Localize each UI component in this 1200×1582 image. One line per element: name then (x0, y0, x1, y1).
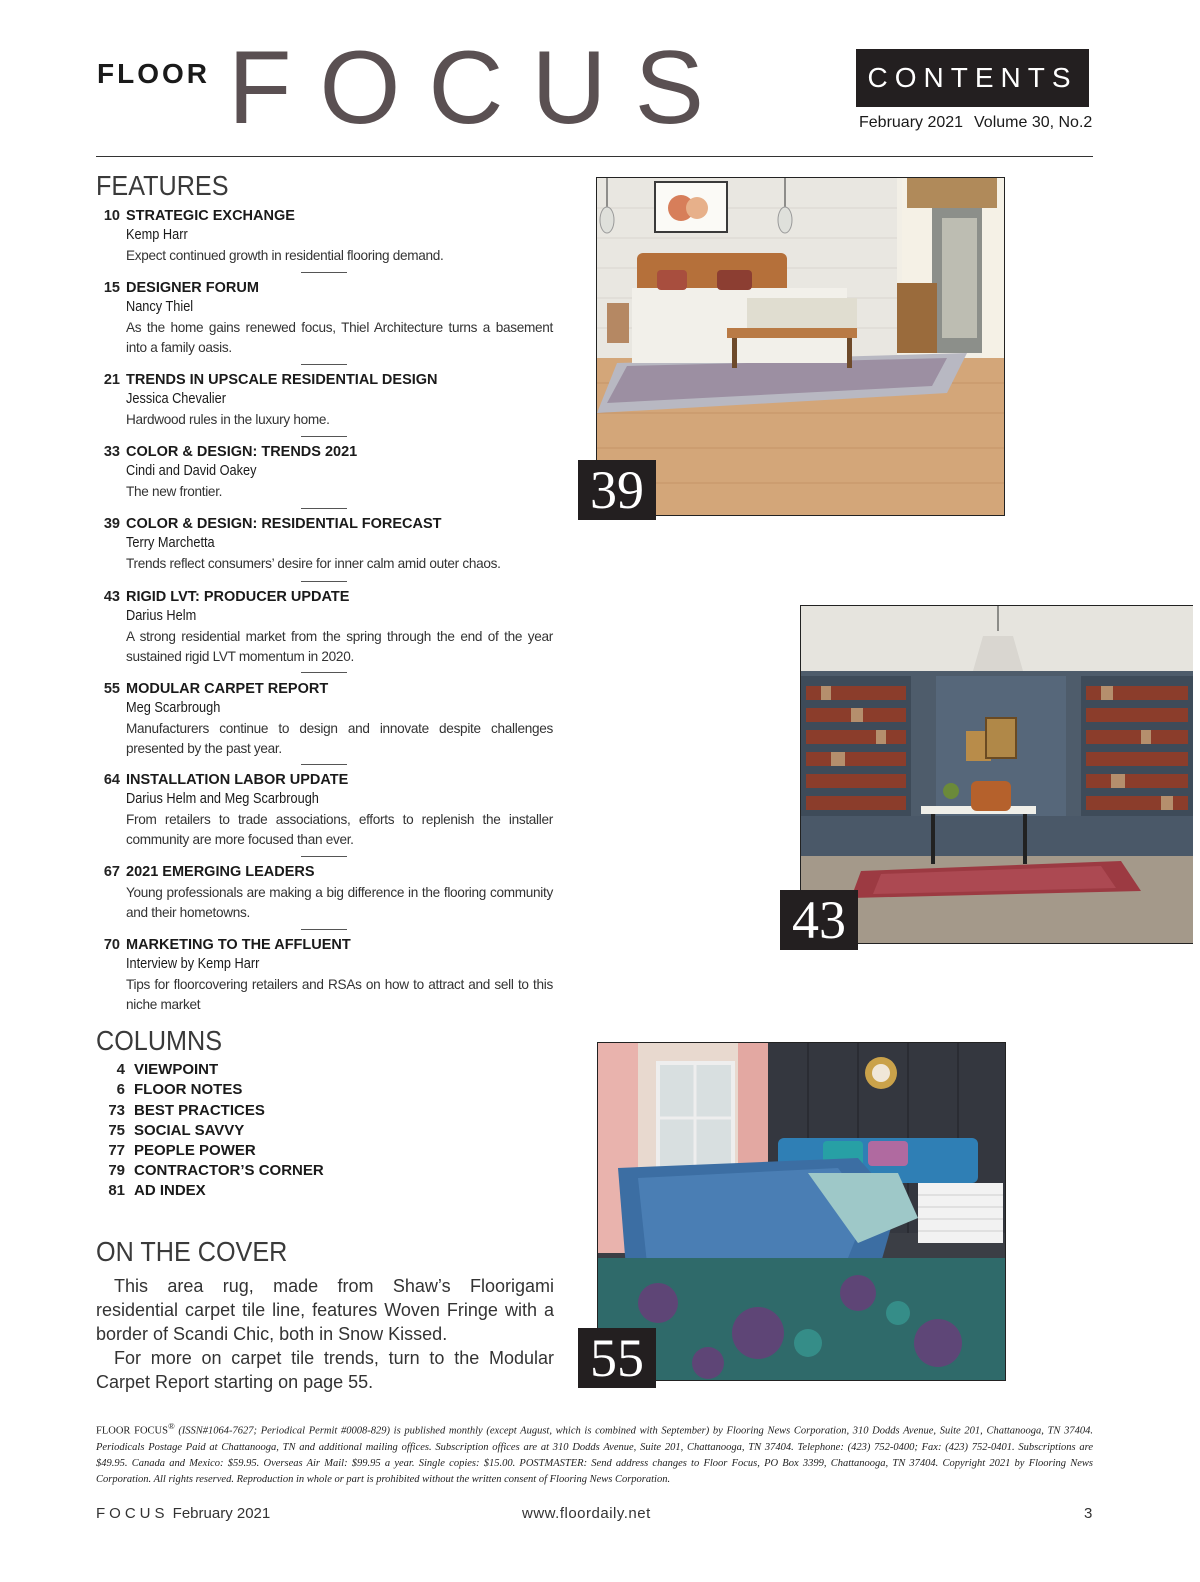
entry-divider (301, 581, 347, 582)
library-office-photo (800, 605, 1193, 944)
feature-title: INSTALLATION LABOR UPDATE (126, 772, 349, 788)
feature-title: 2021 EMERGING LEADERS (126, 864, 315, 880)
entry-divider (301, 929, 347, 930)
entry-divider (301, 672, 347, 673)
feature-title: MARKETING TO THE AFFLUENT (126, 937, 351, 953)
entry-divider (301, 856, 347, 857)
column-page-number: 4 (116, 1061, 125, 1078)
column-page-number: 81 (108, 1182, 125, 1199)
feature-author: Meg Scarbrough (126, 700, 221, 716)
issue-volume: Volume 30, No.2 (974, 114, 1093, 131)
header-divider (96, 156, 1093, 157)
column-title: BEST PRACTICES (134, 1102, 265, 1119)
column-page-number: 75 (108, 1122, 125, 1139)
feature-author: Kemp Harr (126, 227, 188, 243)
footer-brand: FOCUS (96, 1505, 169, 1522)
page-badge (780, 890, 858, 950)
feature-title: STRATEGIC EXCHANGE (126, 208, 295, 224)
feature-page-number: 43 (103, 589, 120, 605)
feature-description: Young professionals are making a big difference in the flooring community and their hometowns. (126, 885, 553, 920)
column-title: SOCIAL SAVVY (134, 1122, 245, 1139)
footer-date: February 2021 (172, 1505, 271, 1522)
feature-page-number: 64 (103, 772, 120, 788)
feature-author: Interview by Kemp Harr (126, 956, 260, 972)
issue-date: February 2021 (859, 114, 964, 131)
column-page-number: 77 (108, 1142, 125, 1159)
footer-website-link[interactable]: www.floordaily.net (522, 1505, 651, 1522)
feature-title: COLOR & DESIGN: TRENDS 2021 (126, 444, 358, 460)
feature-author: Terry Marchetta (126, 535, 215, 551)
columns-heading: COLUMNS (96, 1025, 223, 1056)
column-title: PEOPLE POWER (134, 1142, 256, 1159)
feature-author: Nancy Thiel (126, 299, 194, 315)
feature-page-number: 55 (103, 681, 120, 697)
brand-focus-wordmark: FOCUS (228, 30, 732, 146)
page-badge (578, 1328, 656, 1388)
feature-page-number: 10 (103, 208, 120, 224)
feature-page-number: 39 (103, 516, 120, 532)
contents-banner (856, 49, 1089, 107)
feature-author: Jessica Chevalier (126, 391, 227, 407)
footer-issue (96, 1505, 270, 1522)
features-heading: FEATURES (96, 170, 229, 201)
registered-mark: ® (167, 1421, 175, 1431)
entry-divider (301, 272, 347, 273)
column-page-number: 79 (108, 1162, 125, 1179)
notice-text: (ISSN#1064-7627; Periodical Permit #0008-829) is published monthly (except August, which is combined with September) by Flooring News Corporation, 310 Dodds Avenue, Suite 201, Chattanooga, TN 37404. Periodicals Postage Paid at Chattanooga, TN and additional mailing offices. Subscription offices are at 310 Dodds Avenue, Suite 201, Chattanooga, TN 37404. Telephone: (423) 752-0400; Fax: (423) 752-0401. Subscriptions are $49.95. Canada and Mexico: $59.95. Overseas Air Mail: $99.95 a year. Single copies: $15.00. POSTMASTER: Send address changes to Floor Focus, PO Box 3399, Chattanooga, TN 37404. Copyright 2021 by Flooring News Corporation. All rights reserved. Reproduction in whole or part is prohibited without the written consent of Flooring News Corporation. (96, 1425, 1093, 1485)
bedroom-hardwood-photo (596, 177, 1005, 516)
feature-page-number: 21 (103, 372, 120, 388)
page-badge-number: 39 (590, 460, 644, 520)
feature-description: Hardwood rules in the luxury home. (126, 412, 330, 427)
carpet-tile-bedroom-photo (597, 1042, 1006, 1381)
feature-title: TRENDS IN UPSCALE RESIDENTIAL DESIGN (126, 372, 438, 388)
column-title: FLOOR NOTES (134, 1081, 243, 1098)
page-badge-number: 55 (590, 1328, 644, 1388)
column-page-number: 6 (116, 1081, 125, 1098)
page-badge (578, 460, 656, 520)
feature-description: Tips for floorcovering retailers and RSAs on how to attract and sell to this niche market (126, 977, 553, 1012)
column-title: CONTRACTOR’S CORNER (134, 1162, 324, 1179)
entry-divider (301, 764, 347, 765)
feature-title: DESIGNER FORUM (126, 280, 259, 296)
feature-page-number: 33 (103, 444, 120, 460)
feature-title: COLOR & DESIGN: RESIDENTIAL FORECAST (126, 516, 442, 532)
column-title: VIEWPOINT (134, 1061, 219, 1078)
entry-divider (301, 508, 347, 509)
cover-paragraph: For more on carpet tile trends, turn to the Modular Carpet Report starting on page 55. (96, 1348, 554, 1392)
notice-brand: FLOOR FOCUS (96, 1425, 168, 1437)
feature-description: From retailers to trade associations, efforts to replenish the installer community are more focused than ever. (126, 812, 553, 847)
feature-description: Trends reflect consumers’ desire for inner calm amid outer chaos. (126, 556, 501, 571)
page-badge-number: 43 (792, 890, 846, 950)
feature-description: As the home gains renewed focus, Thiel Architecture turns a basement into a family oasis. (126, 320, 553, 355)
feature-description: The new frontier. (126, 484, 223, 499)
feature-author: Darius Helm (126, 608, 197, 624)
entry-divider (301, 436, 347, 437)
cover-heading: ON THE COVER (96, 1236, 288, 1267)
feature-title: RIGID LVT: PRODUCER UPDATE (126, 589, 350, 605)
feature-page-number: 15 (103, 280, 120, 296)
feature-title: MODULAR CARPET REPORT (126, 681, 329, 697)
feature-page-number: 67 (103, 864, 120, 880)
feature-description: Manufacturers continue to design and innovate despite challenges presented by the past year. (126, 721, 553, 756)
feature-author: Cindi and David Oakey (126, 463, 257, 479)
contents-label: CONTENTS (867, 62, 1078, 93)
entry-divider (301, 364, 347, 365)
feature-author: Darius Helm and Meg Scarbrough (126, 791, 319, 807)
feature-page-number: 70 (103, 937, 120, 953)
column-page-number: 73 (108, 1102, 125, 1119)
cover-paragraph: This area rug, made from Shaw’s Floorigami residential carpet tile line, features Woven Fringe with a border of Scandi Chic, both in Snow Kissed. (96, 1276, 554, 1344)
page-number: 3 (1084, 1505, 1093, 1522)
feature-description: Expect continued growth in residential flooring demand. (126, 248, 444, 263)
publication-notice (96, 1418, 1093, 1488)
feature-description: A strong residential market from the spring through the end of the year sustained rigid LVT momentum in 2020. (126, 629, 553, 664)
column-title: AD INDEX (134, 1182, 206, 1199)
brand-floor-wordmark: FLOOR (97, 58, 210, 89)
